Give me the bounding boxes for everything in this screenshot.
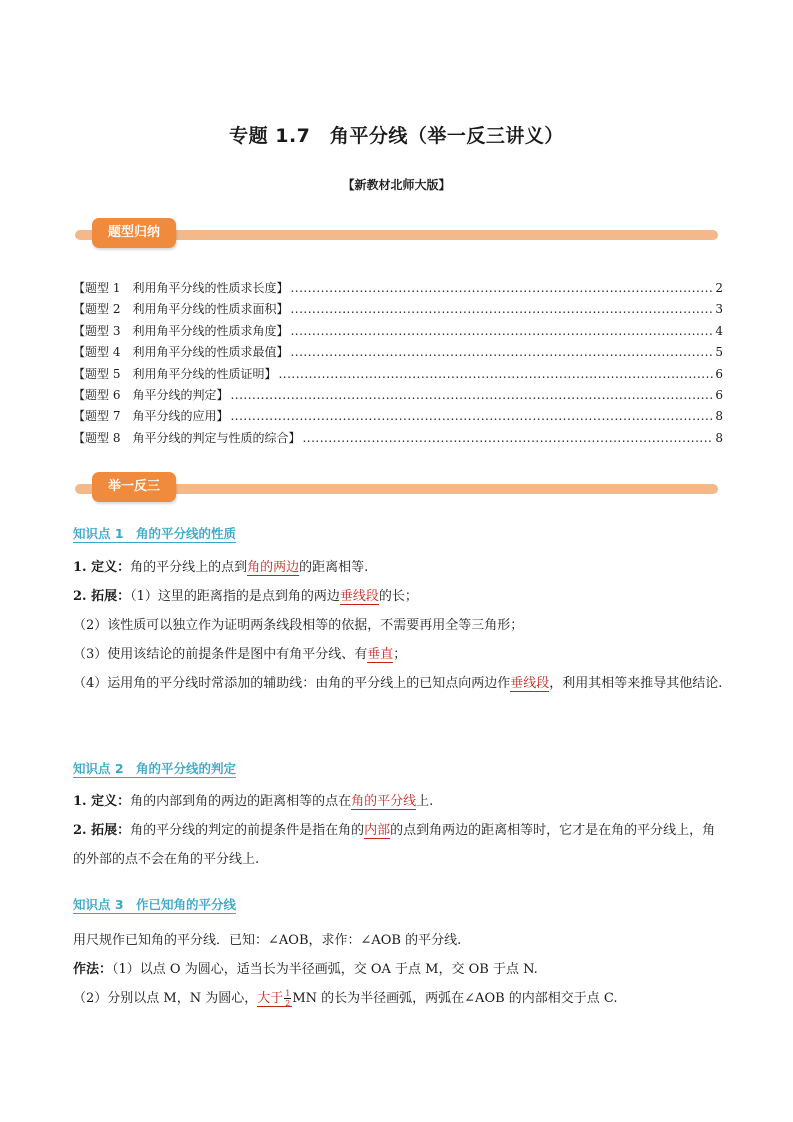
key-term: 内部 (364, 823, 391, 838)
table-of-contents (73, 279, 723, 450)
toc-leader (290, 345, 713, 359)
toc-leader (290, 281, 713, 295)
page-title: 专题 1.7 角平分线（举一反三讲义） (229, 125, 564, 147)
toc-row[interactable] (73, 365, 723, 386)
kp2-definition: 1. 定义：角的内部到角的两边的距离相等的点在角的平分线上. (73, 794, 434, 809)
toc-leader (230, 388, 713, 402)
key-term: 角的平分线 (351, 794, 417, 809)
toc-row[interactable] (73, 322, 723, 343)
kp3-step-1: 作法：（1）以点 O 为圆心，适当长为半径画弧，交 OA 于点 M，交 OB 于点 N. (73, 962, 538, 977)
toc-leader (302, 431, 713, 445)
kp1-note-4: （4）运用角的平分线时常添加的辅助线：由角的平分线上的已知点向两边作垂线段，利用其相等来推导其他结论. (73, 676, 723, 691)
page-subtitle: 【新教材北师大版】 (342, 178, 451, 192)
toc-row[interactable] (73, 279, 723, 300)
kp3-intro: 用尺规作已知角的平分线．已知：∠AOB，求作：∠AOB 的平分线. (73, 933, 462, 948)
key-term: 垂线段 (510, 676, 550, 691)
toc-page: 2 (715, 281, 723, 295)
toc-row[interactable] (73, 407, 723, 428)
toc-row[interactable] (73, 300, 723, 321)
toc-label: 【题型 4 利用角平分线的性质求最值】 (73, 345, 289, 360)
toc-label: 【题型 2 利用角平分线的性质求面积】 (73, 302, 289, 317)
toc-page: 6 (715, 366, 723, 381)
toc-page: 3 (715, 302, 723, 317)
toc-page: 5 (715, 345, 723, 360)
toc-page: 8 (715, 409, 723, 424)
kp2-extension: 2. 拓展：角的平分线的判定的前提条件是指在角的内部的点到角两边的距离相等时，它才是在角的平分线上，角的外部的点不会在角的平分线上. (73, 823, 716, 867)
toc-label: 【题型 7 角平分线的应用】 (73, 409, 229, 424)
fraction: $\frac{1}{2}$ (285, 989, 291, 1008)
key-term: 角的两边 (247, 560, 300, 575)
toc-label: 【题型 3 利用角平分线的性质求角度】 (73, 323, 289, 338)
key-term: 垂直 (367, 647, 394, 662)
kp3-heading: 知识点 3 作已知角的平分线 (73, 897, 237, 912)
toc-banner (75, 218, 718, 252)
kp1-definition: 1. 定义：角的平分线上的点到角的两边的距离相等. (73, 560, 369, 575)
key-term: 垂线段 (339, 589, 379, 604)
kp1-note-3: （3）使用该结论的前提条件是图中有角平分线、有垂直； (73, 647, 407, 662)
toc-leader (290, 302, 713, 316)
toc-row[interactable] (73, 429, 723, 450)
kp1-body (73, 553, 723, 698)
kp1-heading: 知识点 1 角的平分线的性质 (73, 526, 237, 541)
toc-page: 6 (715, 387, 723, 402)
kp1-extension: 2. 拓展：（1）这里的距离指的是点到角的两边垂线段的长； (73, 589, 418, 604)
key-term: 大于 $\frac{1}{2}$ (257, 989, 291, 1008)
toc-row[interactable] (73, 343, 723, 364)
kp3-body (73, 926, 723, 1013)
toc-leader (278, 367, 713, 381)
toc-banner-tag: 题型归纳 (92, 218, 176, 248)
toc-label: 【题型 5 利用角平分线的性质证明】 (73, 366, 277, 381)
toc-label: 【题型 8 角平分线的判定与性质的综合】 (73, 430, 301, 445)
toc-label: 【题型 6 角平分线的判定】 (73, 387, 229, 402)
practice-banner (75, 472, 718, 506)
toc-row[interactable] (73, 386, 723, 407)
practice-banner-tag: 举一反三 (92, 472, 176, 502)
toc-page: 8 (715, 430, 723, 445)
kp3-step-2: （2）分别以点 M，N 为圆心，大于 $\frac{1}{2}$ MN 的长为半径画弧，两弧在∠AOB 的内部相交于点 C. (73, 989, 618, 1008)
kp2-heading: 知识点 2 角的平分线的判定 (73, 761, 237, 776)
toc-leader (290, 324, 713, 338)
toc-page: 4 (715, 323, 723, 338)
toc-leader (230, 409, 713, 423)
kp1-note-2: （2）该性质可以独立作为证明两条线段相等的依据，不需要再用全等三角形； (73, 618, 524, 633)
toc-label: 【题型 1 利用角平分线的性质求长度】 (73, 281, 289, 295)
kp2-body (73, 787, 723, 874)
